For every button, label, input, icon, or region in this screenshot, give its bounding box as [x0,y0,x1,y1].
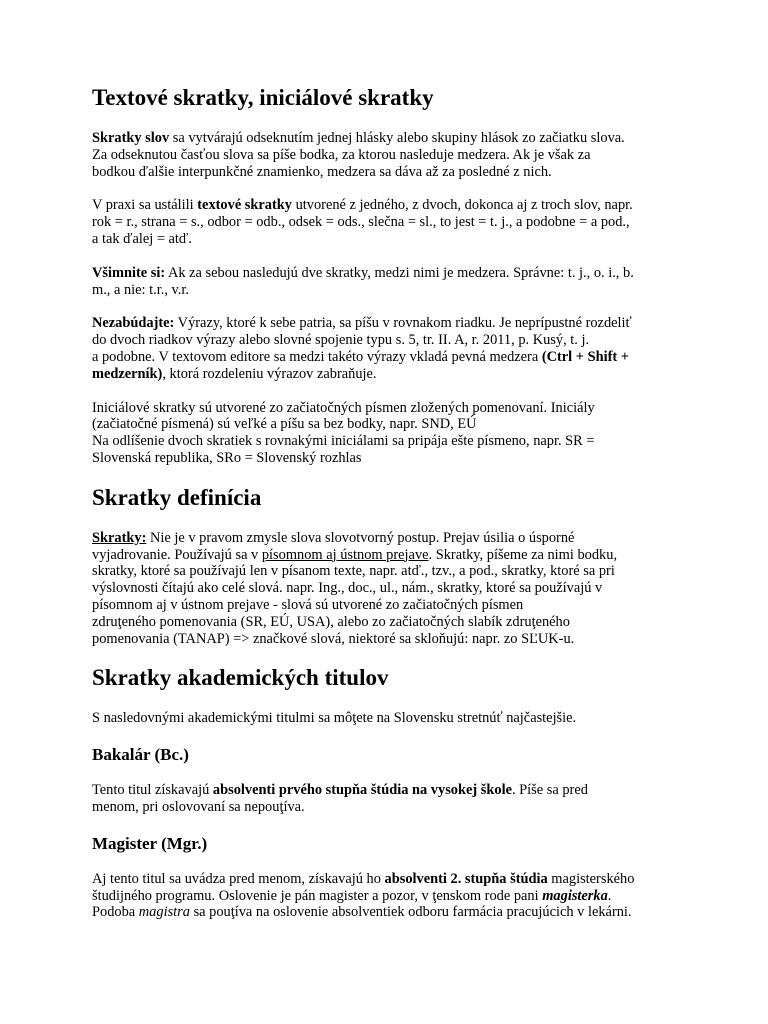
underlined-term: Skratky: [92,529,147,546]
paragraph-akademicke-tituly: S nasledovnými akademickými titulmi sa môţete na Slovensku stretnúť najčastejšie. [92,710,577,727]
page-title: Textové skratky, iniciálové skratky [92,85,434,110]
paragraph-inicialove-skratky: Iniciálové skratky sú utvorené zo začiatočných písmen zložených pomenovaní. Iniciály (začiatočné písmená) sú veľké a píšu sa bez bodky, napr. SND, EÚ Na odlíšenie dvoch skratiek s rovnakými iniciálami sa pripája ešte písmeno, napr. SR = Slovenská republika, SRo = Slovenský rozhlas [92,399,595,466]
heading-magister: Magister (Mgr.) [92,833,208,853]
bold-term: textové skratky [197,197,292,214]
bold-term: Nezabúdajte: [92,315,175,332]
bold-term: Skratky slov [92,130,170,146]
document-body [92,84,692,938]
paragraph-vsimnite-si: Všimnite si: Ak za sebou nasledujú dve skratky, medzi nimi je medzera. Správne: t. j., o. i., b. m., a nie: t.r., v.r. [92,264,634,298]
paragraph-skratky-slov: Skratky slov sa vytvárajú odseknutím jednej hlásky alebo skupiny hlások zo začiatku slova. Za odseknutou časťou slova sa píše bodka, za ktorou nasleduje medzera. Ak je však za bodkou ďalšie interpunkčné znamienko, medzera sa dáva až za posledné z nich. [92,130,625,180]
paragraph-textove-skratky: V praxi sa ustálili textové skratky utvorené z jedného, z dvoch, dokonca aj z troch slov, napr. rok = r., strana = s., odbor = odb., odsek = ods., slečna = sl., to jest = t. j., a podobne = a pod., a tak ďalej = atď. [92,197,633,247]
paragraph-bakalar: Tento titul získavajú absolventi prvého stupňa štúdia na vysokej škole. Píše sa pred menom, pri oslovovaní sa nepouţíva. [92,782,588,815]
heading-bakalar: Bakalár (Bc.) [92,745,189,765]
paragraph-magister: Aj tento titul sa uvádza pred menom, získavajú ho absolventi 2. stupňa štúdia magisterského študijného programu. Oslovenie je pán magister a pozor, v ţenskom rode pani magisterka. Podoba magistra sa pouţíva na oslovenie absolventiek odboru farmácia pracujúcich v lekárni. [92,870,635,921]
bold-term: Všimnite si: [92,264,166,281]
heading-skratky-definicia: Skratky definícia [92,484,262,510]
heading-akademicke-tituly: Skratky akademických titulov [92,665,389,691]
paragraph-skratky-definicia: Skratky: Nie je v pravom zmysle slova slovotvorný postup. Prejav úsilia o úsporné vyjadrovanie. Používajú sa v písomnom aj ústnom prejave. Skratky, píšeme za nimi bodku, skratky, ktoré sa používajú len v písanom texte, napr. atď., tzv., a pod., skratky, ktoré sa pri výslovnosti čítajú ako celé slová. napr. Ing., doc., ul., nám., skratky, ktoré sa používajú v písomnom aj v ústnom prejave - slová sú utvorené zo začiatočných písmen zdruţeného pomenovania (SR, EÚ, USA), alebo zo začiatočných slabík zdruţeného pomenovania (TANAP) => značkové slová, niektoré sa skloňujú: napr. zo SĽUK-u. [92,529,618,647]
paragraph-nezabudajte: Nezabúdajte: Výrazy, ktoré k sebe patria, sa píšu v rovnakom riadku. Je neprípustné rozdeliť do dvoch riadkov výrazy alebo slovné spojenie typu s. 5, tr. II. A, r. 2011, p. Kusý, t. j. a podobne. V textovom editore sa medzi takéto výrazy vkladá pevná medzera (Ctrl + Shift + medzerník), ktorá rozdeleniu výrazov zabraňuje. [92,315,632,382]
